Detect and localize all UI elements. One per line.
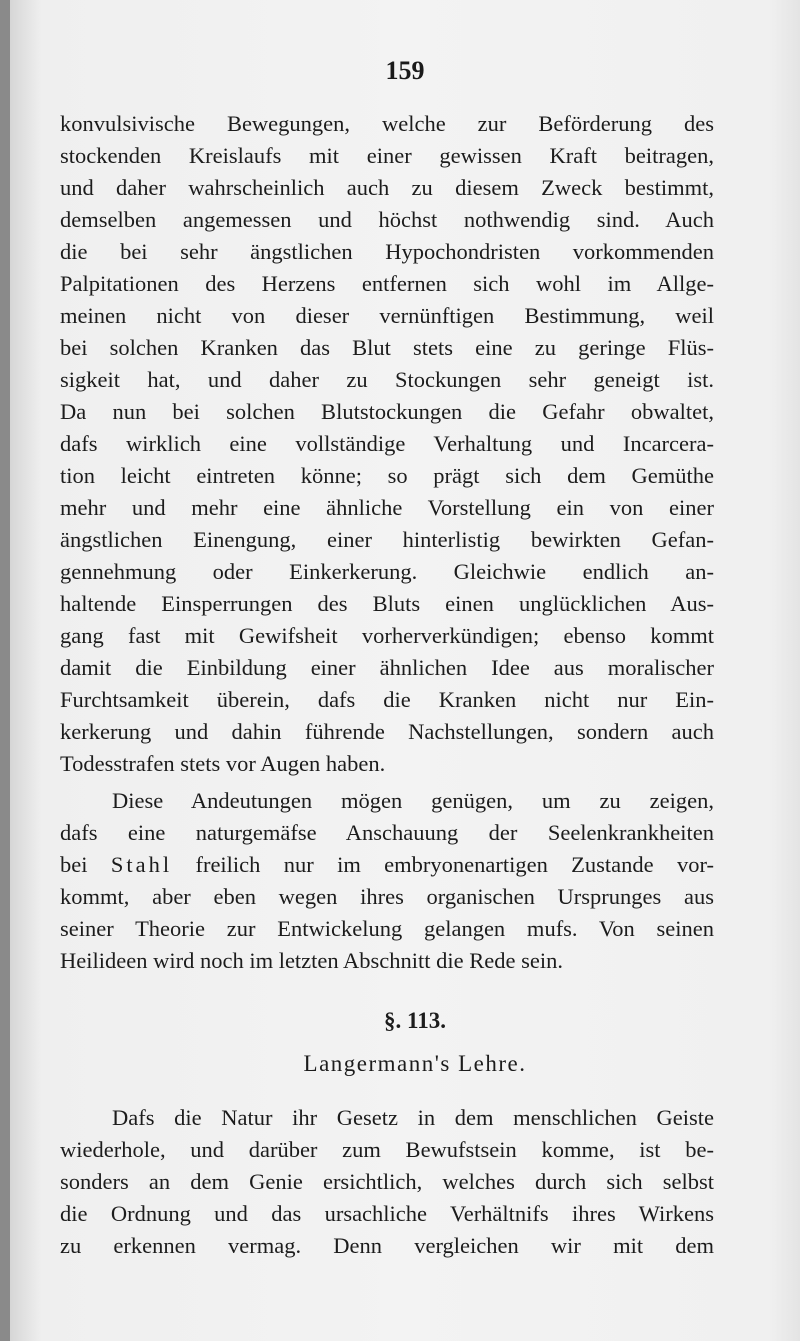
text-line: ängstlichen Einengung, einer hinterlistig bewirkten Gefan-	[60, 527, 714, 552]
text-line: die Ordnung und das ursachliche Verhältnifs ihres Wirkens	[60, 1201, 714, 1226]
text-line: tion leicht eintreten könne; so prägt sich dem Gemüthe	[60, 463, 714, 488]
text-line: seiner Theorie zur Entwickelung gelangen mufs. Von seinen	[60, 916, 714, 941]
text-line: gennehmung oder Einkerkerung. Gleichwie endlich an-	[60, 559, 714, 584]
text-line: damit die Einbildung einer ähnlichen Idee aus moralischer	[60, 655, 714, 680]
text-line: Palpitationen des Herzens entfernen sich wohl im Allge-	[60, 271, 714, 296]
text-line: konvulsivische Bewegungen, welche zur Beförderung des	[60, 111, 714, 136]
text-line: Da nun bei solchen Blutstockungen die Gefahr obwaltet,	[60, 399, 714, 424]
text-line: Diese Andeutungen mögen genügen, um zu zeigen,	[112, 788, 714, 813]
text-line: meinen nicht von dieser vernünftigen Bestimmung, weil	[60, 303, 714, 328]
paragraph-2	[60, 785, 714, 977]
text-line: demselben angemessen und höchst nothwendig sind. Auch	[60, 207, 714, 232]
text-line: dafs wirklich eine vollständige Verhaltung und Incarcera-	[60, 431, 714, 456]
text-line: sigkeit hat, und daher zu Stockungen sehr geneigt ist.	[60, 367, 714, 392]
paragraph-1	[60, 108, 714, 780]
section-title: Langermann's Lehre.	[303, 1051, 527, 1076]
book-page	[10, 0, 800, 1341]
text-line: wiederhole, und darüber zum Bewufstsein komme, ist be-	[60, 1137, 714, 1162]
section-number: §. 113.	[384, 1008, 446, 1033]
text-line: haltende Einsperrungen des Bluts einen unglücklichen Aus-	[60, 591, 714, 616]
text-line: und daher wahrscheinlich auch zu diesem Zweck bestimmt,	[60, 175, 714, 200]
text-line: zu erkennen vermag. Denn vergleichen wir mit dem	[60, 1233, 714, 1258]
page-number: 159	[385, 56, 425, 85]
author-name-stahl: Stahl	[110, 852, 173, 877]
text-line	[60, 849, 714, 881]
text-fragment: bei	[60, 852, 88, 877]
text-line: kommt, aber eben wegen ihres organischen Ursprunges aus	[60, 884, 714, 909]
text-line: dafs eine naturgemäfse Anschauung der Seelenkrankheiten	[60, 820, 714, 845]
text-line: mehr und mehr eine ähnliche Vorstellung ein von einer	[60, 495, 714, 520]
text-line: Dafs die Natur ihr Gesetz in dem menschlichen Geiste	[112, 1105, 714, 1130]
text-line: Furchtsamkeit überein, dafs die Kranken nicht nur Ein-	[60, 687, 714, 712]
text-line: die bei sehr ängstlichen Hypochondristen vorkommenden	[60, 239, 714, 264]
text-line: stockenden Kreislaufs mit einer gewissen Kraft beitragen,	[60, 143, 714, 168]
text-line: gang fast mit Gewifsheit vorherverkündigen; ebenso kommt	[60, 623, 714, 648]
text-line: Todesstrafen stets vor Augen haben.	[60, 751, 386, 776]
text-line: sonders an dem Genie ersichtlich, welches durch sich selbst	[60, 1169, 714, 1194]
paragraph-3	[60, 1102, 714, 1262]
text-fragment: freilich nur im embryonenartigen Zustande vor-	[195, 852, 714, 877]
text-line: kerkerung und dahin führende Nachstellungen, sondern auch	[60, 719, 714, 744]
text-line: bei solchen Kranken das Blut stets eine zu geringe Flüs-	[60, 335, 714, 360]
text-line: Heilideen wird noch im letzten Abschnitt die Rede sein.	[60, 948, 563, 973]
